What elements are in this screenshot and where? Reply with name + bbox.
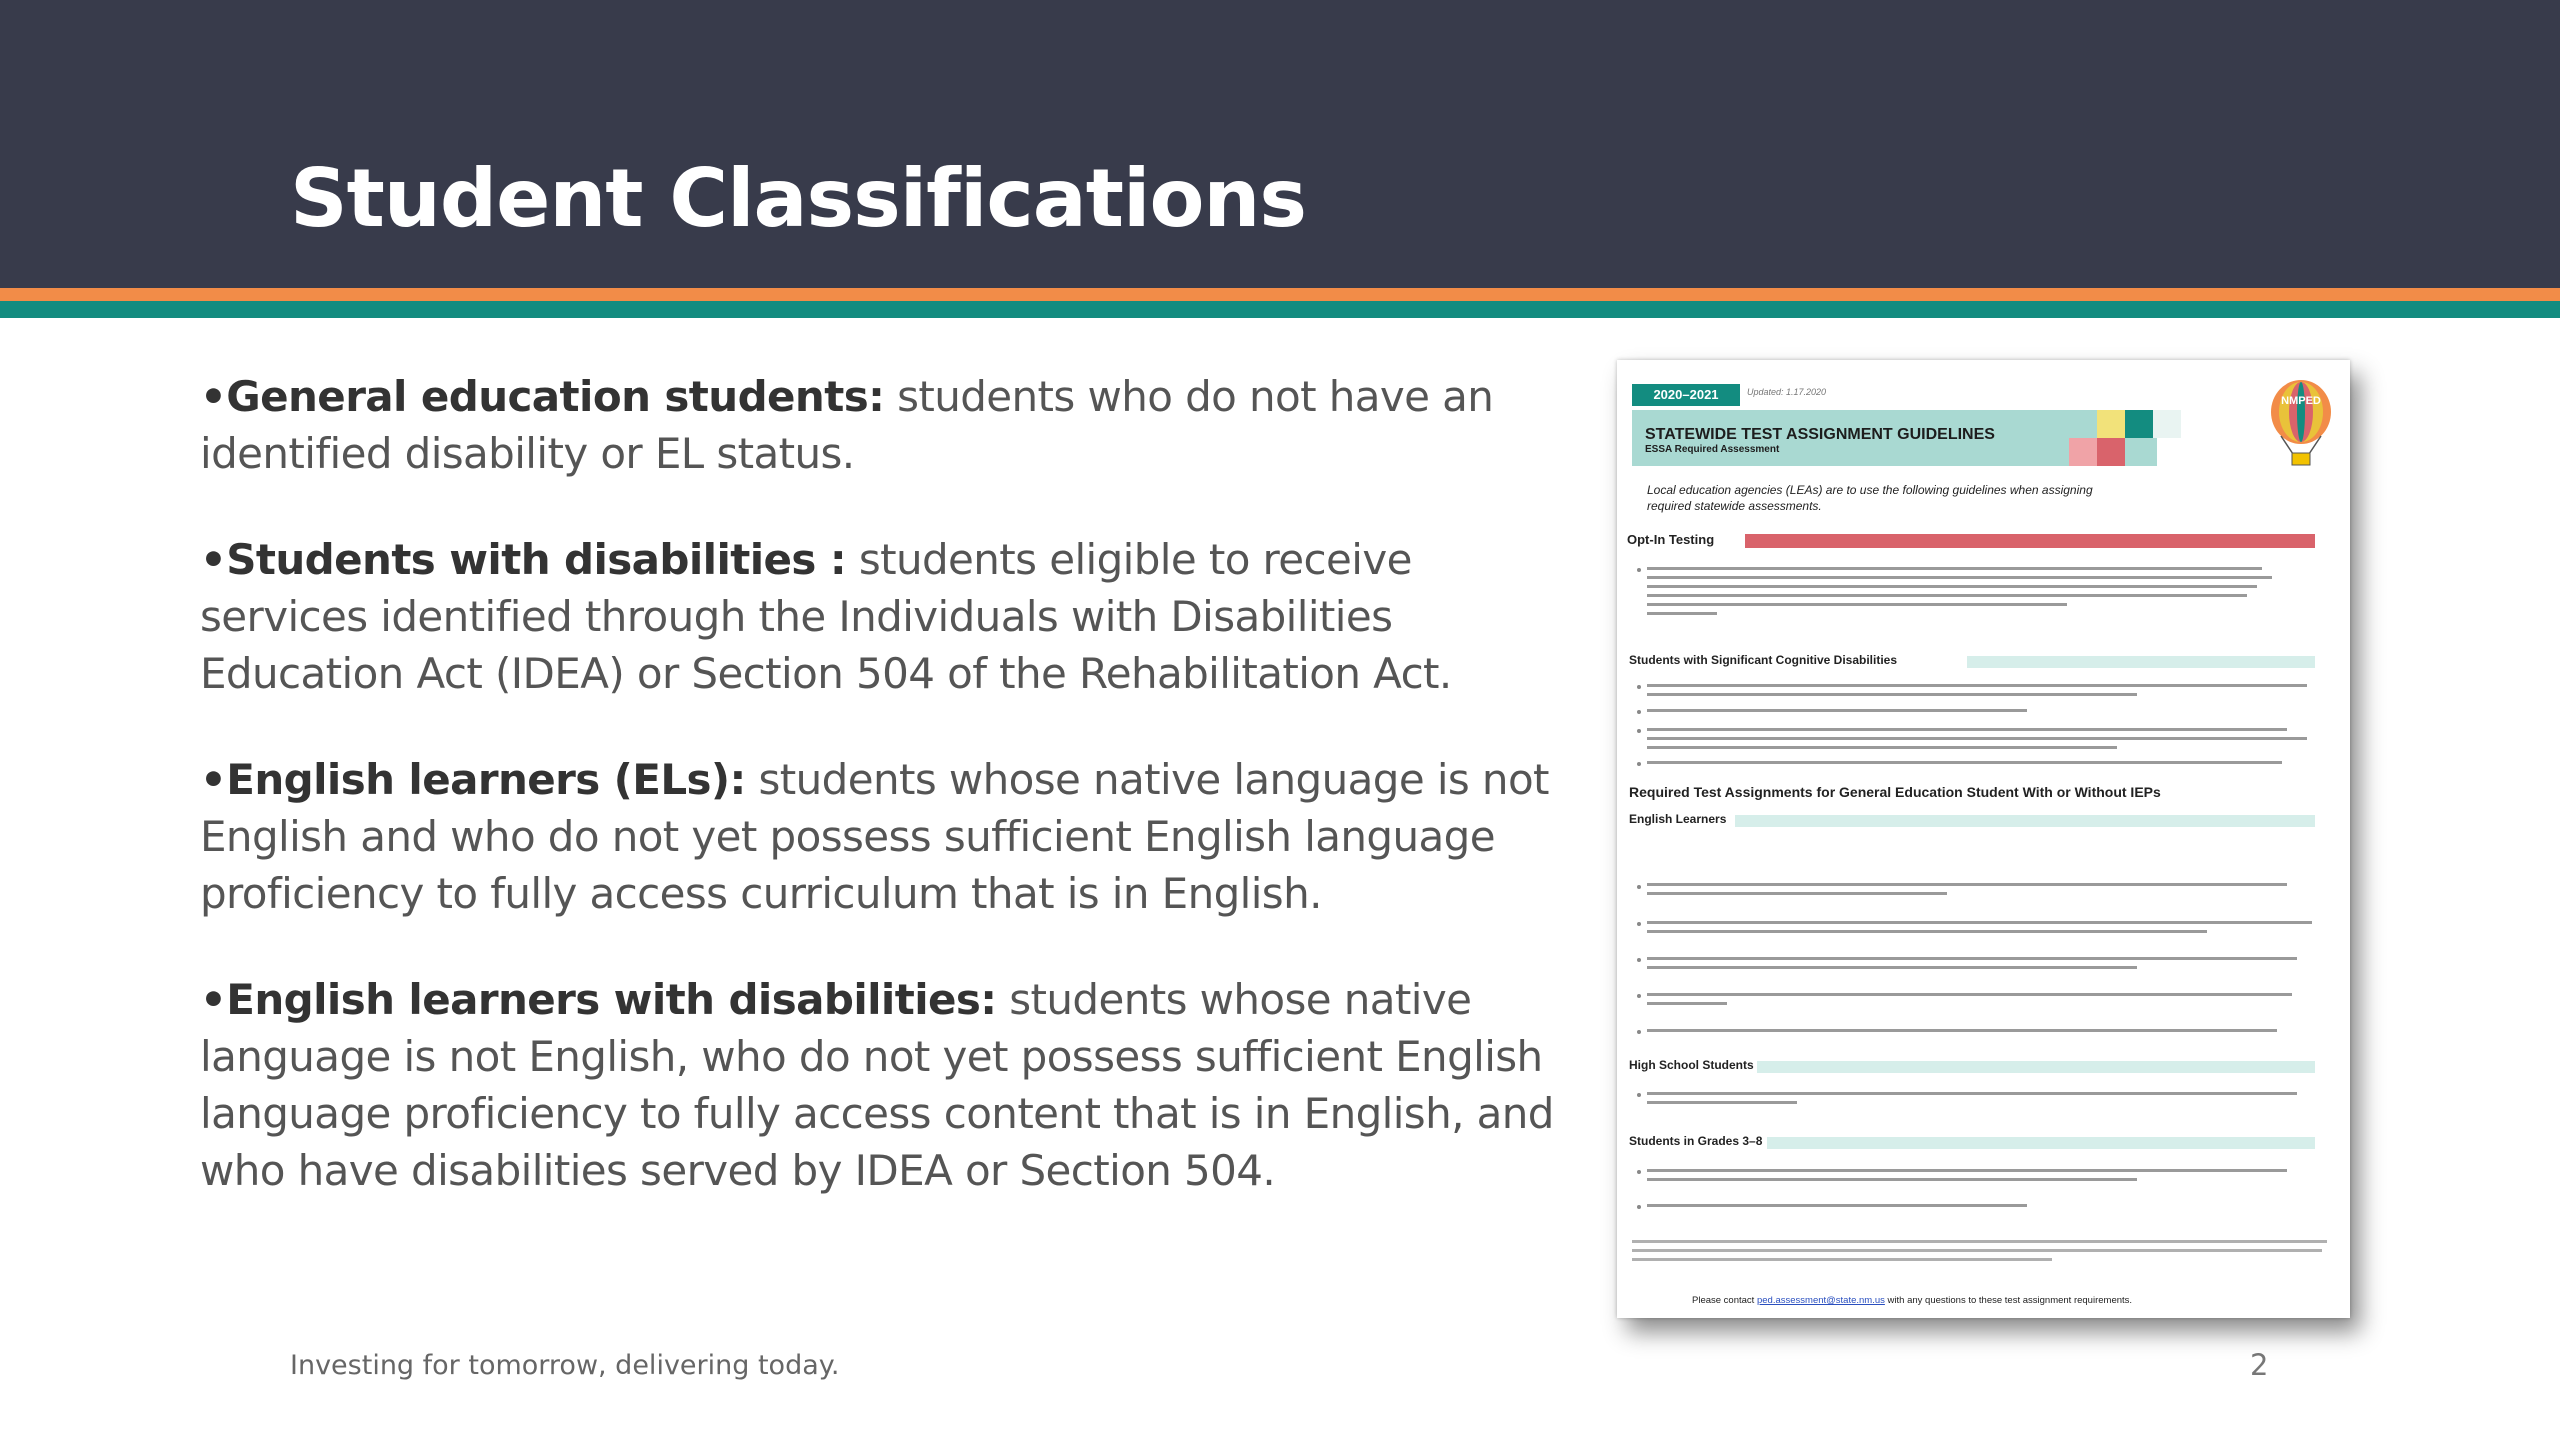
document-updated-date: Updated: 1.17.2020: [1747, 387, 1827, 397]
banner-square-red: [2097, 438, 2125, 466]
bullet-students-with-disabilities: [200, 531, 1570, 702]
text-line: [1647, 761, 2282, 764]
document-intro: Local education agencies (LEAs) are to use the following guidelines when assigning required statewide assessments.: [1647, 483, 2093, 513]
bullet-dot: [1637, 729, 1641, 733]
bullet-dot: [1637, 994, 1641, 998]
text-line: [1647, 746, 2117, 749]
text-line: [1647, 1101, 1797, 1104]
text-line: [1647, 737, 2307, 740]
bullet-dot: [1637, 922, 1641, 926]
text-line: [1647, 693, 2137, 696]
logo-text: NMPED: [2281, 395, 2321, 407]
document-title: STATEWIDE TEST ASSIGNMENT GUIDELINES: [1645, 426, 1995, 443]
text-line: [1647, 1029, 2277, 1032]
bullet-text: students who do not have an identified disability or EL status.: [200, 372, 1494, 478]
bullet-english-learners-with-disabilities: [200, 971, 1570, 1199]
section-english-learners: English Learners: [1629, 812, 1727, 826]
text-line: [1647, 993, 2292, 996]
text-line: [1647, 1178, 2137, 1181]
footnote-line: [1632, 1249, 2322, 1252]
text-line: [1647, 1092, 2297, 1095]
footnote-line: [1632, 1240, 2327, 1243]
banner-square-yellow: [2097, 410, 2125, 438]
section-bar-red: [1745, 534, 2315, 548]
section-opt-in-testing: Opt-In Testing: [1627, 532, 1715, 547]
text-line: [1647, 612, 1717, 615]
section-cognitive-disabilities: Students with Significant Cognitive Disabilities: [1629, 653, 1898, 667]
bullet-term: •Students with disabilities :: [200, 535, 847, 584]
text-line: [1647, 576, 2272, 579]
bullet-text: students whose native language is not English and who do not yet possess sufficient English language proficiency to fully access curriculum that is in English.: [200, 755, 1549, 918]
section-bar-light: [1967, 656, 2315, 668]
text-line: [1647, 1169, 2287, 1172]
text-line: [1647, 921, 2312, 924]
document-subtitle: ESSA Required Assessment: [1645, 444, 1780, 455]
bullet-dot: [1637, 568, 1641, 572]
bullet-dot: [1637, 685, 1641, 689]
nmped-logo: [2267, 378, 2335, 466]
text-line: [1647, 684, 2307, 687]
text-line: [1647, 930, 2207, 933]
section-bar-light: [1757, 1061, 2315, 1073]
bullet-list: [200, 368, 1570, 1248]
banner-square-pale: [2153, 410, 2181, 438]
text-line: [1647, 957, 2297, 960]
accent-stripe-teal: [0, 301, 2560, 318]
text-line: [1647, 594, 2247, 597]
bullet-dot: [1637, 1205, 1641, 1209]
bullet-dot: [1637, 1030, 1641, 1034]
bullet-dot: [1637, 1170, 1641, 1174]
text-line: [1647, 883, 2287, 886]
bullet-dot: [1637, 710, 1641, 714]
bullet-dot: [1637, 1093, 1641, 1097]
text-line: [1647, 1002, 1727, 1005]
banner-square-pink: [2069, 438, 2097, 466]
document-year-tag: 2020–2021: [1632, 384, 1740, 406]
bullet-dot: [1637, 762, 1641, 766]
guidelines-document-thumbnail: [1617, 360, 2350, 1318]
bullet-term: •English learners with disabilities:: [200, 975, 997, 1024]
bullet-general-education: [200, 368, 1570, 482]
contact-email-link[interactable]: ped.assessment@state.nm.us: [1756, 1295, 1885, 1306]
bullet-term: •General education students:: [200, 372, 885, 421]
document-contact-line: [1692, 1295, 2132, 1306]
footnote-line: [1632, 1258, 2052, 1261]
text-line: [1647, 585, 2257, 588]
text-line: [1647, 1204, 2027, 1207]
section-bar-light: [1767, 1137, 2315, 1149]
bullet-english-learners: [200, 751, 1570, 922]
bullet-term: •English learners (ELs):: [200, 755, 746, 804]
text-line: [1647, 966, 2137, 969]
text-line: [1647, 728, 2287, 731]
footer-tagline: Investing for tomorrow, delivering today.: [290, 1350, 840, 1381]
bullet-text: students eligible to receive services identified through the Individuals with Disabilities Education Act (IDEA) or Section 504 of the Rehabilitation Act.: [200, 535, 1452, 698]
text-line: [1647, 567, 2262, 570]
contact-prefix: Please contact: [1692, 1295, 1757, 1306]
page-number: 2: [2250, 1348, 2269, 1382]
bullet-dot: [1637, 885, 1641, 889]
text-line: [1647, 892, 1947, 895]
section-grades-3-8: Students in Grades 3–8: [1629, 1134, 1763, 1148]
section-high-school: High School Students: [1629, 1058, 1754, 1072]
text-line: [1647, 709, 2027, 712]
page-title: Student Classifications: [290, 152, 1306, 245]
bullet-text: students whose native language is not English, who do not yet possess sufficient English language proficiency to fully access content that is in English, and who have disabilities served by IDEA or Section 504.: [200, 975, 1554, 1195]
banner-square-teal: [2125, 410, 2153, 438]
text-line: [1647, 603, 2067, 606]
section-bar-light: [1735, 815, 2315, 827]
bullet-dot: [1637, 958, 1641, 962]
accent-stripe-orange: [0, 288, 2560, 301]
contact-suffix: with any questions to these test assignment requirements.: [1884, 1295, 2133, 1306]
section-required-assignments: Required Test Assignments for General Education Student With or Without IEPs: [1629, 784, 2161, 800]
